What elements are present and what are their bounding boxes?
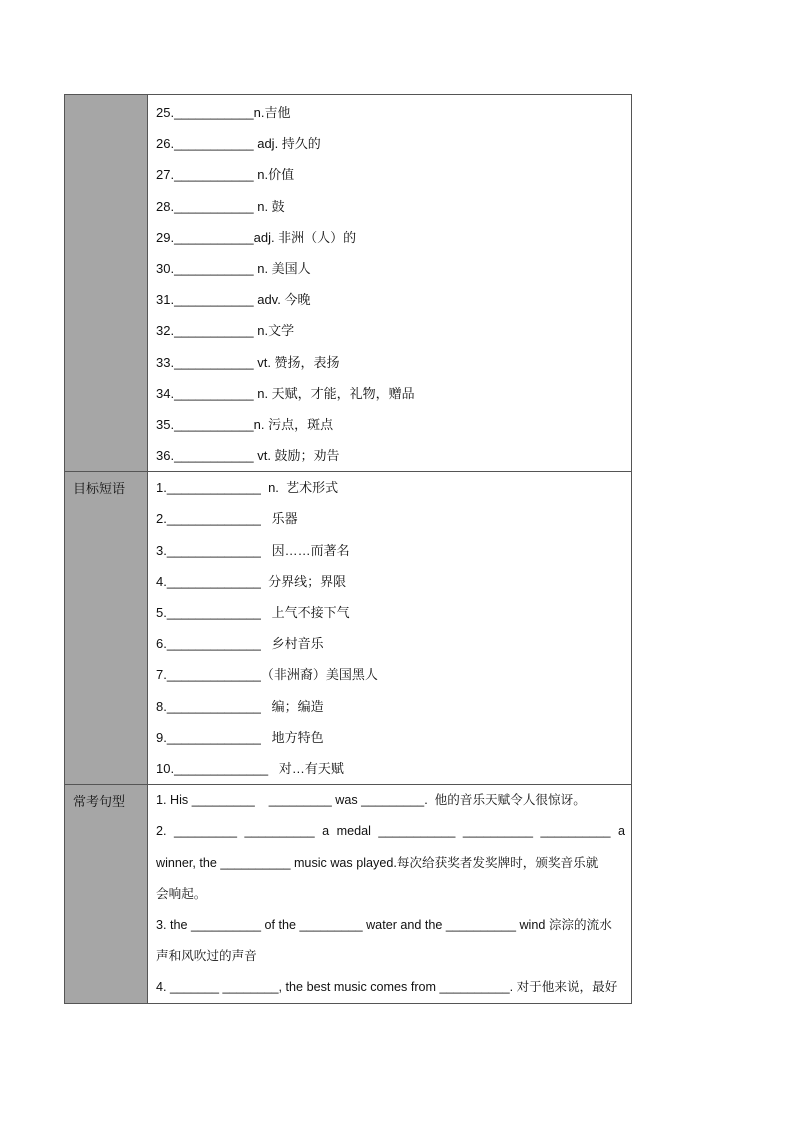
phrase-item bbox=[156, 691, 625, 722]
item-definition: n. 天赋，才能，礼物，赠品 bbox=[253, 385, 415, 401]
answer-blank[interactable]: _____________ bbox=[166, 698, 261, 714]
item-definition: n.文学 bbox=[253, 323, 295, 339]
answer-blank[interactable]: ___________ bbox=[174, 229, 254, 245]
vocab-item bbox=[156, 409, 625, 440]
sentences-section bbox=[65, 785, 632, 1004]
item-definition: 上气不接下气 bbox=[260, 605, 350, 620]
answer-blank[interactable]: ___________ bbox=[174, 105, 254, 120]
item-number: 1. bbox=[156, 480, 167, 496]
item-definition: 对…有天赋 bbox=[268, 760, 344, 776]
answer-blank[interactable]: _____________ bbox=[166, 573, 261, 589]
phrases-list bbox=[148, 472, 632, 785]
item-definition: n.价值 bbox=[253, 167, 295, 183]
item-definition: n. 污点，斑点 bbox=[253, 416, 334, 432]
item-definition: n. 艺术形式 bbox=[260, 480, 339, 496]
item-number: 34. bbox=[156, 385, 175, 401]
sentence-line: 1. His _________ _________ was _________. 他的音乐天赋令人很惊讶。 bbox=[156, 793, 586, 808]
item-definition: 乡村音乐 bbox=[260, 636, 324, 652]
vocab-section bbox=[65, 95, 632, 472]
answer-blank[interactable]: ___________ bbox=[174, 136, 254, 152]
item-number: 29. bbox=[156, 229, 175, 245]
vocab-item bbox=[156, 440, 625, 471]
answer-blank[interactable]: ___________ bbox=[174, 292, 254, 308]
sentence-line: 会响起。 bbox=[156, 886, 207, 901]
vocab-item bbox=[156, 222, 625, 253]
item-definition: n.吉他 bbox=[253, 105, 291, 120]
worksheet-table bbox=[64, 94, 632, 1004]
phrase-item bbox=[156, 566, 625, 597]
sentence-line: 2. _________ __________ a medal ___________ __________ __________ a bbox=[156, 824, 625, 839]
phrase-item bbox=[156, 722, 625, 753]
vocab-list bbox=[148, 95, 632, 472]
item-number: 25. bbox=[156, 105, 175, 120]
item-number: 9. bbox=[156, 729, 167, 745]
answer-blank[interactable]: _____________ bbox=[166, 542, 261, 558]
vocab-item bbox=[156, 315, 625, 346]
item-definition: adj. 持久的 bbox=[253, 136, 321, 152]
answer-blank[interactable]: ___________ bbox=[174, 448, 254, 464]
item-definition: adj. 非洲（人）的 bbox=[253, 229, 357, 245]
phrase-item bbox=[156, 597, 625, 628]
item-definition: n. 美国人 bbox=[253, 260, 311, 276]
answer-blank[interactable]: _____________ bbox=[174, 760, 269, 776]
item-number: 32. bbox=[156, 323, 175, 339]
sentence-line: 3. the __________ of the _________ water and the __________ wind 淙淙的流水 bbox=[156, 917, 612, 932]
phrase-item bbox=[156, 753, 625, 784]
item-number: 27. bbox=[156, 167, 175, 183]
answer-blank[interactable]: _____________ bbox=[166, 729, 261, 745]
vocab-item bbox=[156, 191, 625, 222]
item-definition: （非洲裔）美国黑人 bbox=[260, 667, 378, 683]
vocab-side-cell bbox=[65, 95, 148, 472]
item-number: 31. bbox=[156, 292, 175, 308]
section-label: 目标短语 bbox=[73, 481, 126, 497]
item-number: 26. bbox=[156, 136, 175, 152]
answer-blank[interactable]: ___________ bbox=[174, 167, 254, 183]
answer-blank[interactable]: _____________ bbox=[166, 480, 261, 496]
phrase-item bbox=[156, 535, 625, 566]
answer-blank[interactable]: ___________ bbox=[174, 260, 254, 276]
item-definition: 分界线；界限 bbox=[260, 573, 347, 589]
answer-blank[interactable]: _____________ bbox=[166, 605, 261, 620]
phrases-side-cell bbox=[65, 472, 148, 785]
vocab-item bbox=[156, 347, 625, 378]
item-number: 2. bbox=[156, 511, 167, 527]
item-definition: 编；编造 bbox=[260, 698, 324, 714]
answer-blank[interactable]: ___________ bbox=[174, 323, 254, 339]
answer-blank[interactable]: ___________ bbox=[174, 354, 254, 370]
item-number: 5. bbox=[156, 605, 167, 620]
vocab-item bbox=[156, 97, 625, 128]
item-number: 30. bbox=[156, 260, 175, 276]
phrase-item bbox=[156, 659, 625, 690]
item-definition: adv. 今晚 bbox=[253, 292, 311, 308]
answer-blank[interactable]: _____________ bbox=[166, 636, 261, 652]
answer-blank[interactable]: _____________ bbox=[166, 511, 261, 527]
item-number: 33. bbox=[156, 354, 175, 370]
answer-blank[interactable]: _____________ bbox=[166, 667, 261, 683]
item-number: 3. bbox=[156, 542, 167, 558]
item-number: 8. bbox=[156, 698, 167, 714]
item-number: 4. bbox=[156, 573, 167, 589]
vocab-item bbox=[156, 128, 625, 159]
phrase-item bbox=[156, 628, 625, 659]
answer-blank[interactable]: ___________ bbox=[174, 416, 254, 432]
item-number: 6. bbox=[156, 636, 167, 652]
item-number: 36. bbox=[156, 448, 175, 464]
vocab-item bbox=[156, 378, 625, 409]
vocab-item bbox=[156, 253, 625, 284]
sentences-side-cell bbox=[65, 785, 148, 1004]
item-definition: 地方特色 bbox=[260, 729, 324, 745]
sentence-line: 声和风吹过的声音 bbox=[156, 949, 257, 964]
item-definition: n. 鼓 bbox=[253, 198, 285, 214]
item-number: 35. bbox=[156, 416, 175, 432]
answer-blank[interactable]: ___________ bbox=[174, 198, 254, 214]
phrase-item bbox=[156, 472, 625, 503]
item-definition: 乐器 bbox=[260, 511, 298, 527]
item-number: 10. bbox=[156, 760, 175, 776]
sentence-line: winner, the __________ music was played.每次给获奖者发奖牌时，颁奖音乐就 bbox=[156, 855, 599, 870]
section-label: 常考句型 bbox=[73, 794, 126, 810]
vocab-item bbox=[156, 284, 625, 315]
item-definition: vt. 鼓励；劝告 bbox=[253, 448, 340, 464]
item-number: 7. bbox=[156, 667, 167, 683]
item-definition: 因……而著名 bbox=[260, 542, 350, 558]
item-number: 28. bbox=[156, 198, 175, 214]
sentence-line: 4. _______ ________, the best music comes from __________. 对于他来说，最好 bbox=[156, 980, 618, 995]
item-definition: vt. 赞扬，表扬 bbox=[253, 354, 340, 370]
answer-blank[interactable]: ___________ bbox=[174, 385, 254, 401]
phrase-item bbox=[156, 503, 625, 534]
vocab-item bbox=[156, 159, 625, 190]
phrases-section bbox=[65, 472, 632, 785]
sentences-list bbox=[148, 785, 632, 1004]
